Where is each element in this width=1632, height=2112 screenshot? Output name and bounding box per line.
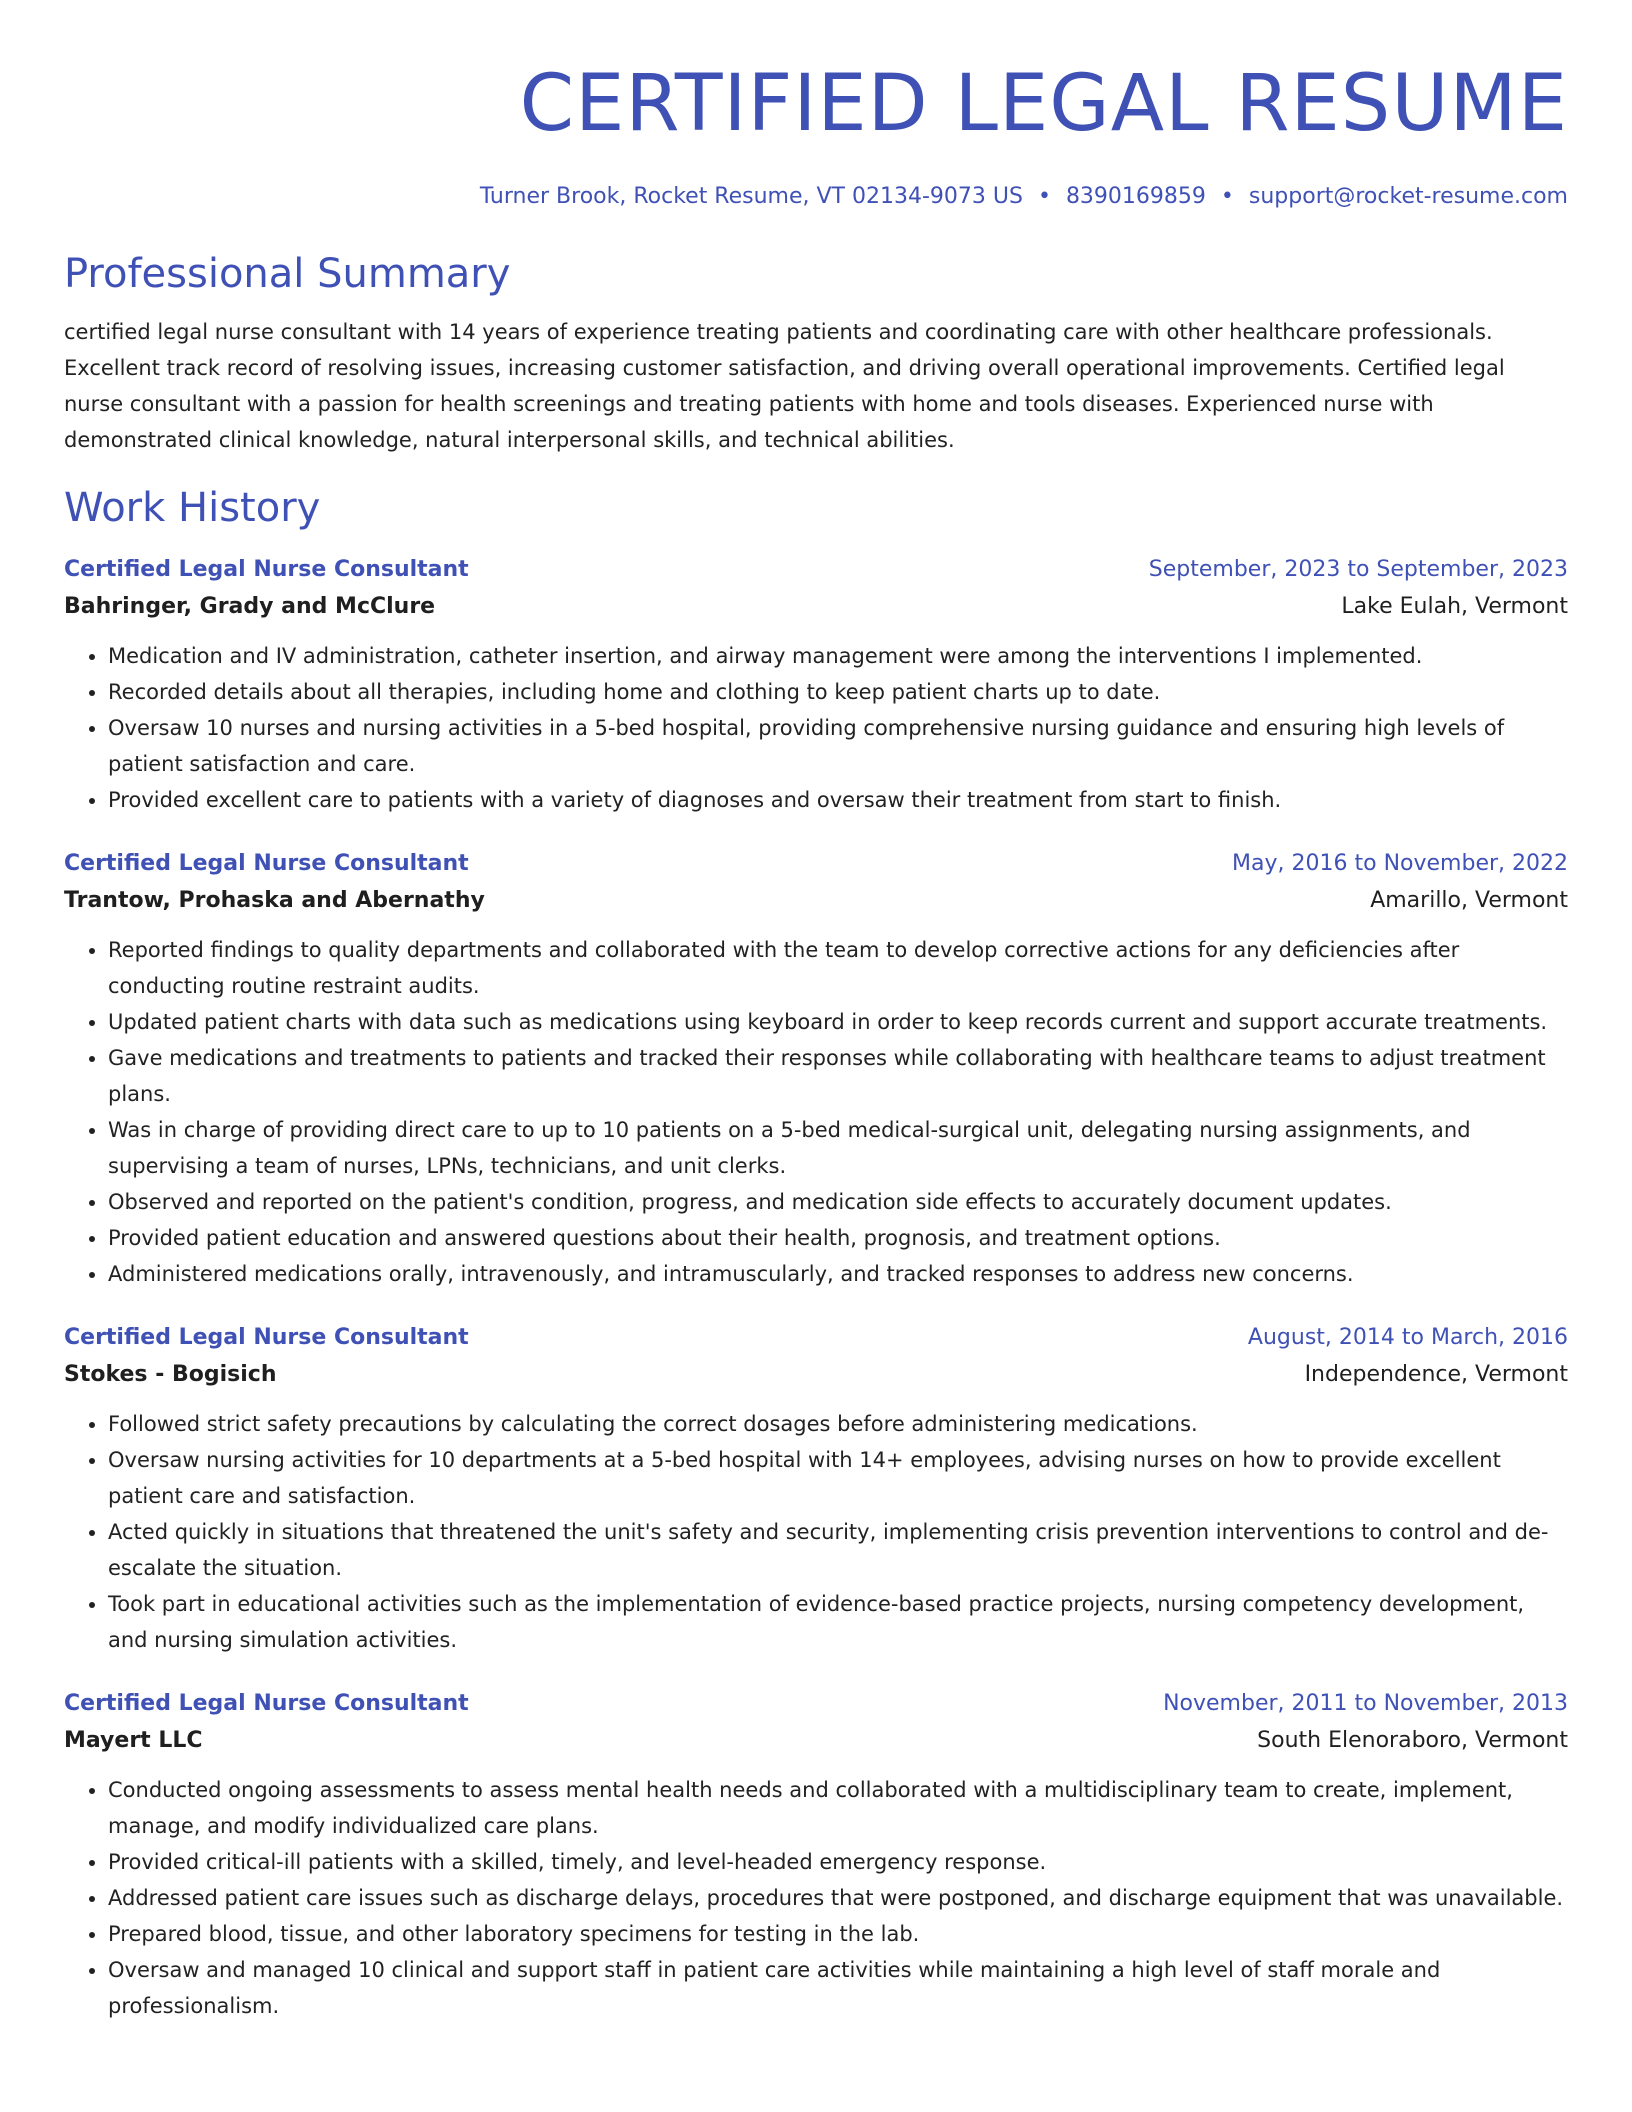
summary-paragraph: certified legal nurse consultant with 14 years of experience treating patients and coordinating care with other healthcare professionals. Excellent track record of resolving issues, increasing customer satisfaction, and driving overall operational improvements. Certified legal nurse consultant with a passion for health screenings and treating patients with home and tools diseases. Experienced nurse with demonstrated clinical knowledge, natural interpersonal skills, and technical abilities. (64, 320, 1505, 452)
contact-line (64, 182, 1568, 212)
separator-dot: • (1037, 184, 1051, 209)
job-bullet: • Medication and IV administration, catheter insertion, and airway management were among the interventions I implemented. (108, 638, 1568, 674)
company-name: Stokes - Bogisich (64, 1362, 277, 1387)
professional-summary-section (64, 248, 1568, 458)
document-title: CERTIFIED LEGAL RESUME (519, 59, 1568, 149)
job-dates: November, 2011 to November, 2013 (1163, 1691, 1568, 1716)
job-title-row (64, 1320, 1568, 1356)
job-bullet-list (64, 1772, 1568, 2024)
job-bullet: • Recorded details about all therapies, including home and clothing to keep patient charts up to date. (108, 674, 1568, 710)
job-company-row (64, 588, 1568, 626)
job-entry (64, 846, 1568, 1292)
job-location: Lake Eulah, Vermont (1341, 594, 1568, 619)
job-bullet: • Followed strict safety precautions by calculating the correct dosages before administering medications. (108, 1406, 1568, 1442)
section-heading-summary: Professional Summary (64, 251, 511, 297)
contact-email: support@rocket-resume.com (1248, 184, 1568, 209)
job-bullet: • Updated patient charts with data such as medications using keyboard in order to keep records current and support accurate treatments. (108, 1004, 1568, 1040)
job-title-row (64, 1686, 1568, 1722)
job-bullet: • Conducted ongoing assessments to assess mental health needs and collaborated with a multidisciplinary team to create, implement, manage, and modify individualized care plans. (108, 1772, 1568, 1844)
job-bullet-list (64, 638, 1568, 818)
company-name: Bahringer, Grady and McClure (64, 594, 436, 619)
job-title-row (64, 846, 1568, 882)
work-history-section (64, 482, 1568, 2024)
job-bullet-list (64, 1406, 1568, 1658)
job-entry (64, 552, 1568, 818)
job-bullet: • Gave medications and treatments to patients and tracked their responses while collaborating with healthcare teams to adjust treatment plans. (108, 1040, 1568, 1112)
job-bullet: • Provided critical-ill patients with a skilled, timely, and level-headed emergency response. (108, 1844, 1568, 1880)
job-bullet: • Addressed patient care issues such as discharge delays, procedures that were postponed, and discharge equipment that was unavailable. (108, 1880, 1568, 1916)
job-title: Certified Legal Nurse Consultant (64, 851, 469, 876)
job-location: Independence, Vermont (1304, 1362, 1568, 1387)
resume-page (64, 0, 1568, 2024)
company-name: Mayert LLC (64, 1728, 203, 1753)
job-bullet: • Took part in educational activities such as the implementation of evidence-based practice projects, nursing competency development, and nursing simulation activities. (108, 1586, 1568, 1658)
resume-header (64, 0, 1568, 212)
job-title-row (64, 552, 1568, 588)
job-bullet: • Administered medications orally, intravenously, and intramuscularly, and tracked responses to address new concerns. (108, 1256, 1568, 1292)
job-dates: August, 2014 to March, 2016 (1247, 1325, 1568, 1350)
job-title: Certified Legal Nurse Consultant (64, 1325, 469, 1350)
job-company-row (64, 1356, 1568, 1394)
job-location: South Elenoraboro, Vermont (1257, 1728, 1568, 1753)
job-company-row (64, 882, 1568, 920)
job-bullet: • Provided patient education and answered questions about their health, prognosis, and treatment options. (108, 1220, 1568, 1256)
job-location: Amarillo, Vermont (1370, 888, 1568, 913)
job-bullet: • Was in charge of providing direct care to up to 10 patients on a 5-bed medical-surgical unit, delegating nursing assignments, and supervising a team of nurses, LPNs, technicians, and unit clerks. (108, 1112, 1568, 1184)
section-heading-work-history: Work History (64, 485, 321, 531)
job-bullet: • Observed and reported on the patient's condition, progress, and medication side effects to accurately document updates. (108, 1184, 1568, 1220)
job-bullet: • Reported findings to quality departments and collaborated with the team to develop corrective actions for any deficiencies after conducting routine restraint audits. (108, 932, 1568, 1004)
job-company-row (64, 1722, 1568, 1760)
job-bullet: • Prepared blood, tissue, and other laboratory specimens for testing in the lab. (108, 1916, 1568, 1952)
job-bullet: • Oversaw and managed 10 clinical and support staff in patient care activities while maintaining a high level of staff morale and professionalism. (108, 1952, 1568, 2024)
contact-phone: 8390169859 (1065, 184, 1206, 209)
company-name: Trantow, Prohaska and Abernathy (64, 888, 485, 913)
job-entry (64, 1320, 1568, 1658)
job-title: Certified Legal Nurse Consultant (64, 557, 469, 582)
contact-address: Turner Brook, Rocket Resume, VT 02134-9073 US (479, 184, 1023, 209)
job-entry (64, 1686, 1568, 2024)
job-bullet: • Provided excellent care to patients with a variety of diagnoses and oversaw their treatment from start to finish. (108, 782, 1568, 818)
job-bullet: • Acted quickly in situations that threatened the unit's safety and security, implementing crisis prevention interventions to control and de-escalate the situation. (108, 1514, 1568, 1586)
job-bullet: • Oversaw 10 nurses and nursing activities in a 5-bed hospital, providing comprehensive nursing guidance and ensuring high levels of patient satisfaction and care. (108, 710, 1568, 782)
job-dates: May, 2016 to November, 2022 (1232, 851, 1568, 876)
job-title: Certified Legal Nurse Consultant (64, 1691, 469, 1716)
job-dates: September, 2023 to September, 2023 (1148, 557, 1568, 582)
job-bullet-list (64, 932, 1568, 1292)
job-bullet: • Oversaw nursing activities for 10 departments at a 5-bed hospital with 14+ employees, advising nurses on how to provide excellent patient care and satisfaction. (108, 1442, 1568, 1514)
separator-dot: • (1220, 184, 1234, 209)
